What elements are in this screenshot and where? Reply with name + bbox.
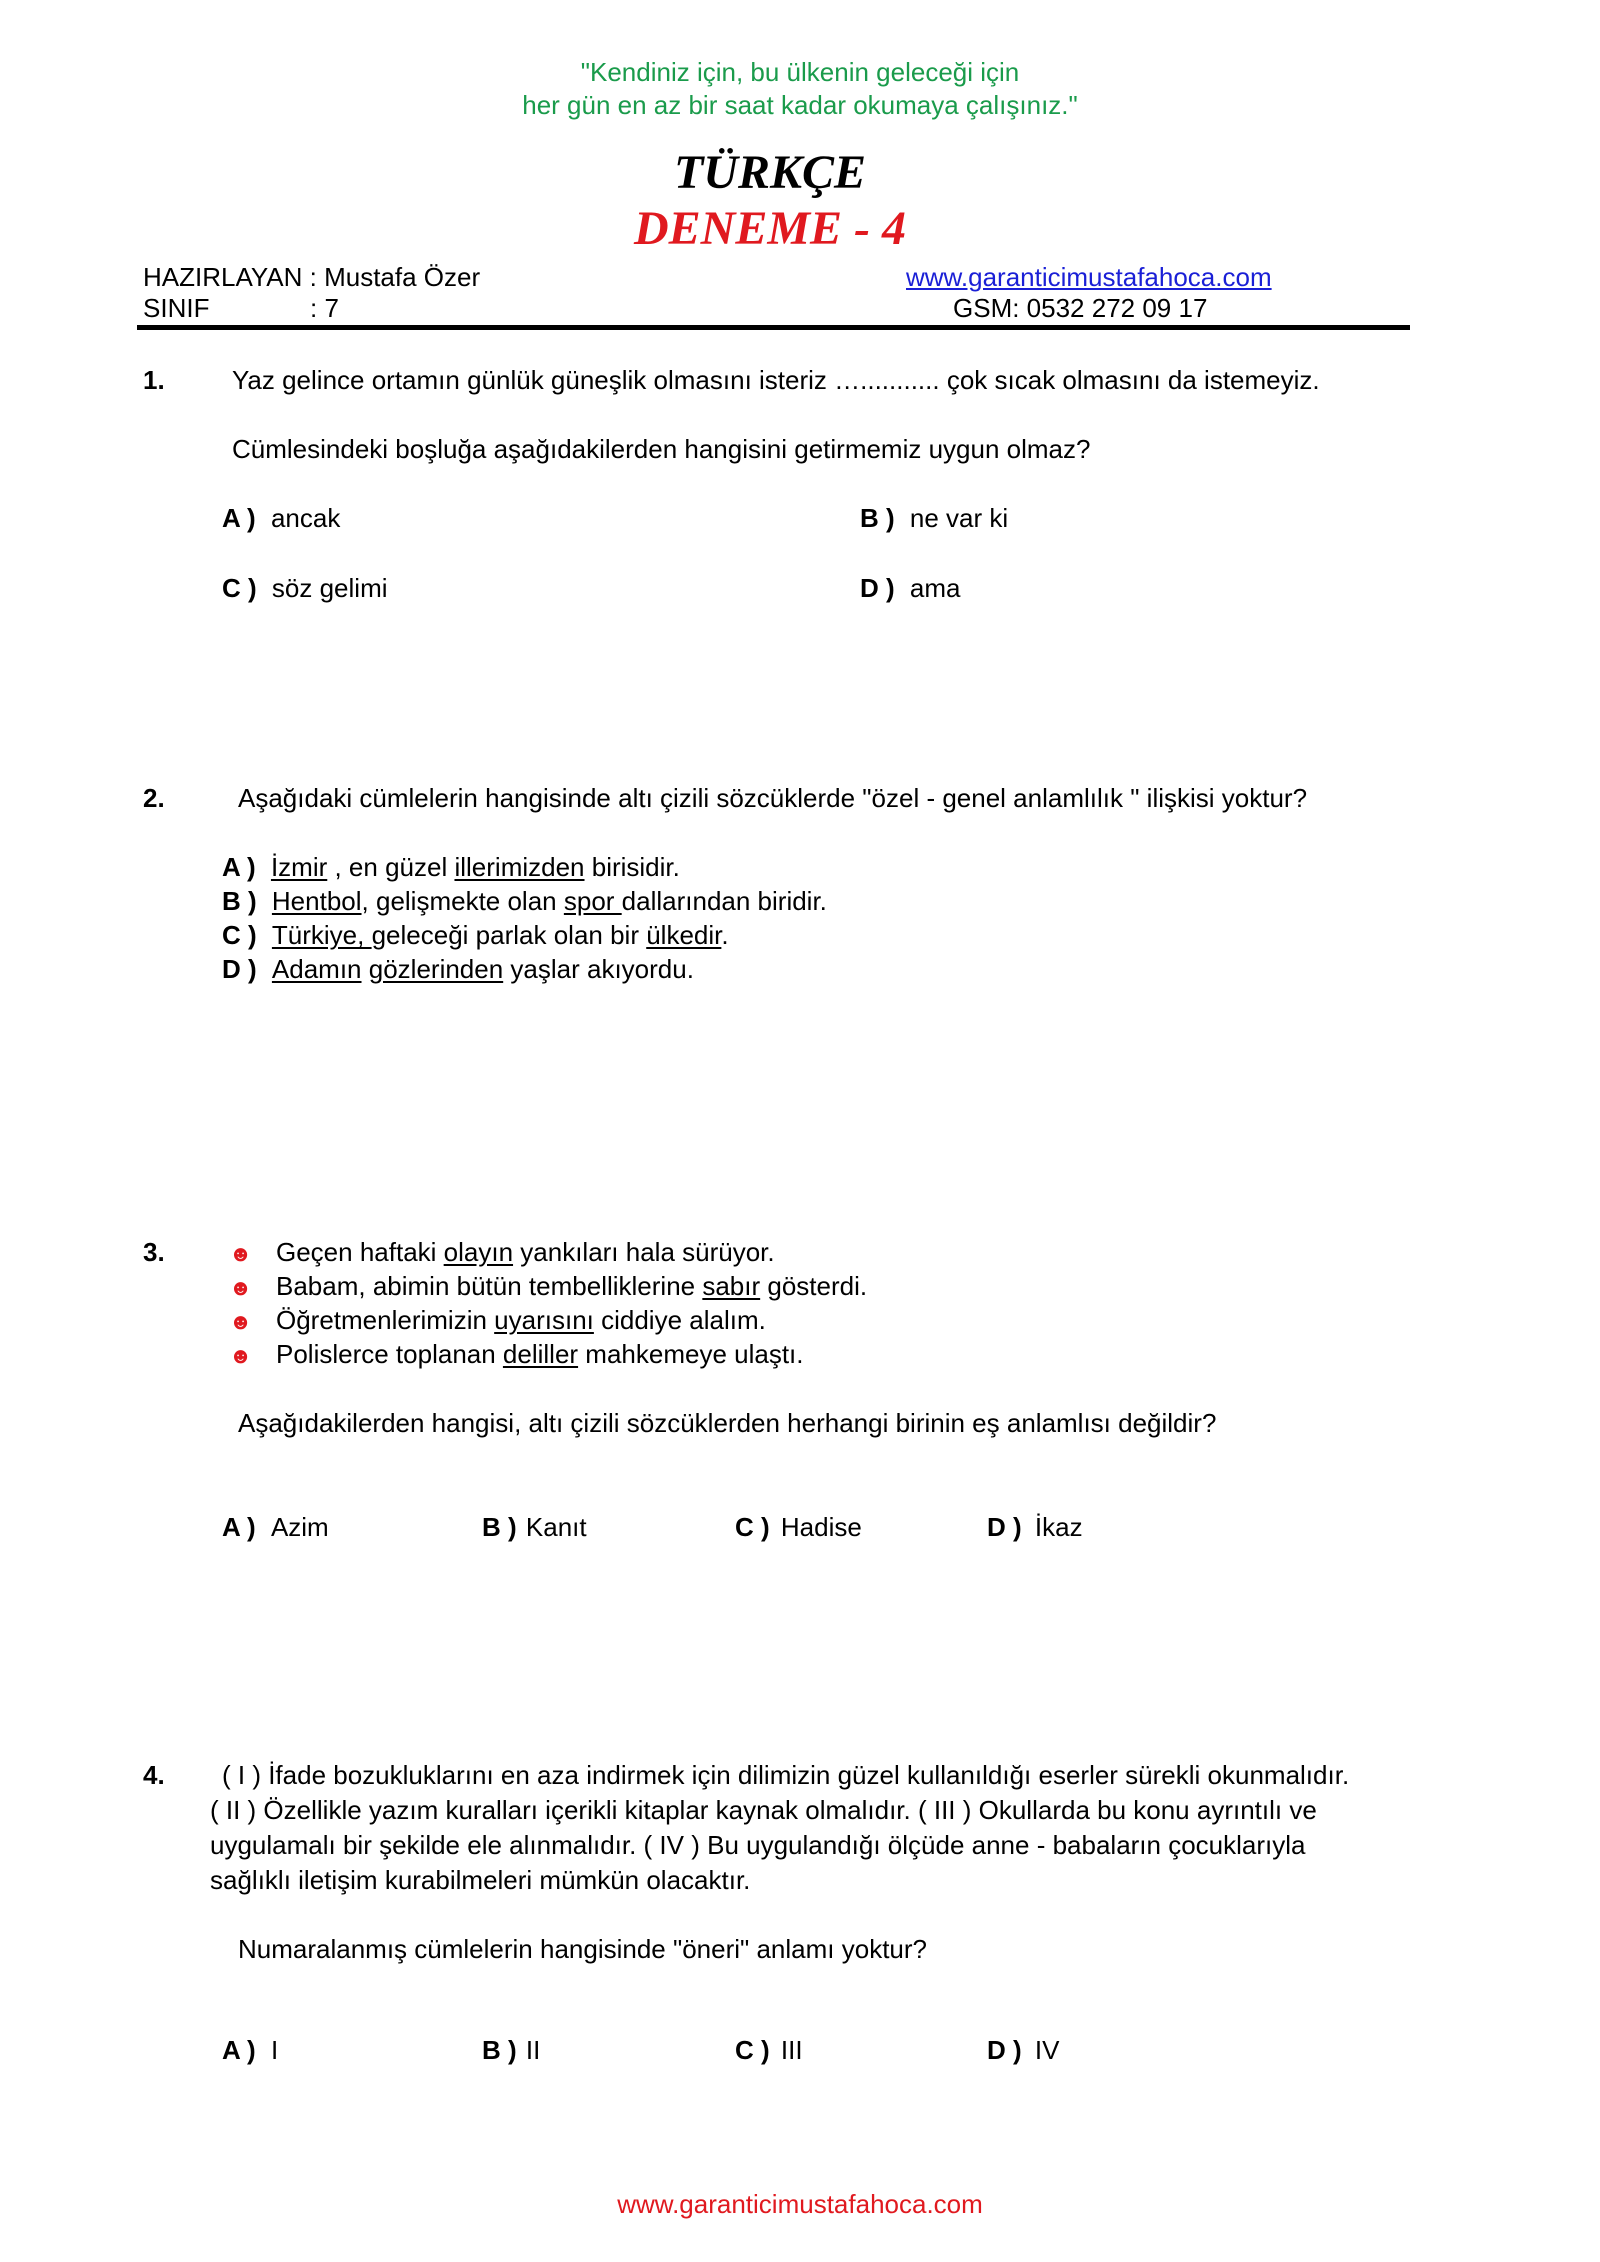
quote-line-2: her gün en az bir saat kadar okumaya çalışınız." [522,90,1078,120]
question-1-option-a[interactable] [222,503,340,534]
option-letter: C ) [735,2035,770,2065]
class-value: : 7 [310,293,339,323]
question-2-option-b[interactable] [222,886,827,917]
gsm-number: GSM: 0532 272 09 17 [953,293,1208,323]
option-letter: C ) [222,573,257,603]
question-4-line-1: ( I ) İfade bozukluklarını en aza indirmek için dilimizin güzel kullanıldığı eserler sürekli okunmalıdır. [222,1760,1350,1790]
header-divider [137,325,1410,330]
option-text: I [270,2035,279,2065]
item-text: Geçen haftaki olayın yankıları hala sürüyor. [276,1237,775,1267]
option-text: Adamın gözlerinden yaşlar akıyordu. [271,954,694,984]
question-4-line-3: uygulamalı bir şekilde ele alınmalıdır. ( IV ) Bu uygulandığı ölçüde anne - babaların çocuklarıyla [210,1830,1306,1860]
item-text: Polislerce toplanan deliller mahkemeye ulaştı. [276,1339,804,1369]
question-2-text: Aşağıdaki cümlelerin hangisinde altı çizili sözcüklerde "özel - genel anlamlılık " ilişkisi yoktur? [238,783,1308,813]
option-text: II [525,2035,541,2065]
question-1-option-b[interactable] [860,503,1008,534]
question-1-text: Yaz gelince ortamın günlük güneşlik olmasını isteriz …........... çok sıcak olmasını da istemeyiz. [232,365,1320,395]
subject-title: TÜRKÇE [673,146,867,199]
question-3-option-c[interactable] [735,1512,862,1543]
option-letter: A ) [222,852,256,882]
question-3-item-3 [229,1305,766,1336]
option-text: İzmir , en güzel illerimizden birisidir. [270,852,680,882]
exam-title: DENEME - 4 [633,202,907,255]
question-1-option-c[interactable] [222,573,388,604]
question-4-option-c[interactable] [735,2035,803,2066]
option-text: ancak [270,503,341,533]
question-3-prompt: Aşağıdakilerden hangisi, altı çizili sözcüklerden herhangi birinin eş anlamlısı değildir? [238,1408,1217,1438]
question-4-line-4: sağlıklı iletişim kurabilmeleri mümkün olacaktır. [210,1865,751,1895]
option-letter: C ) [222,920,257,950]
question-4-option-b[interactable] [482,2035,540,2066]
option-letter: B ) [222,886,257,916]
option-text: Azim [270,1512,329,1542]
question-4-prompt: Numaralanmış cümlelerin hangisinde "öneri" anlamı yoktur? [238,1934,927,1964]
author-label: HAZIRLAYAN : Mustafa Özer [143,262,481,292]
option-letter: B ) [482,1512,517,1542]
option-text: IV [1034,2035,1060,2065]
option-letter: D ) [222,954,257,984]
question-3-item-4 [229,1339,804,1370]
option-letter: B ) [860,503,895,533]
option-text: söz gelimi [271,573,388,603]
option-letter: B ) [482,2035,517,2065]
option-letter: C ) [735,1512,770,1542]
option-text: İkaz [1034,1512,1083,1542]
option-text: Kanıt [525,1512,587,1542]
option-text: Hadise [780,1512,862,1542]
question-2-option-a[interactable] [222,852,680,883]
smiley-bullet-icon: ☻ [229,1309,253,1334]
question-4-number: 4. [143,1760,165,1790]
question-1-option-d[interactable] [860,573,960,604]
option-text: ama [909,573,961,603]
question-3-number: 3. [143,1237,165,1267]
question-3-item-1 [229,1237,775,1268]
option-text: III [780,2035,803,2065]
question-4-line-2: ( II ) Özellikle yazım kuralları içerikli kitaplar kaynak olmalıdır. ( III ) Okullarda bu konu ayrıntılı ve [210,1795,1317,1825]
smiley-bullet-icon: ☻ [229,1275,253,1300]
question-4-option-a[interactable] [222,2035,278,2066]
quote-line-1: "Kendiniz için, bu ülkenin geleceği için [580,57,1020,87]
option-letter: D ) [987,2035,1022,2065]
smiley-bullet-icon: ☻ [229,1343,253,1368]
option-text: Türkiye, geleceği parlak olan bir ülkedir. [271,920,729,950]
class-label: SINIF [143,293,210,323]
question-3-option-b[interactable] [482,1512,587,1543]
question-4-option-d[interactable] [987,2035,1059,2066]
option-letter: D ) [860,573,895,603]
item-text: Öğretmenlerimizin uyarısını ciddiye alalım. [276,1305,766,1335]
smiley-bullet-icon: ☻ [229,1241,253,1266]
question-1-number: 1. [143,365,165,395]
question-2-number: 2. [143,783,165,813]
website-link[interactable]: www.garanticimustafahoca.com [906,262,1272,292]
item-text: Babam, abimin bütün tembelliklerine sabır gösterdi. [276,1271,868,1301]
question-2-option-c[interactable] [222,920,729,951]
option-text: ne var ki [909,503,1009,533]
option-text: Hentbol, gelişmekte olan spor dallarından biridir. [271,886,827,916]
option-letter: A ) [222,503,256,533]
question-3-item-2 [229,1271,868,1302]
option-letter: D ) [987,1512,1022,1542]
question-3-option-a[interactable] [222,1512,329,1543]
question-2-option-d[interactable] [222,954,694,985]
footer-website[interactable]: www.garanticimustafahoca.com [617,2189,983,2219]
question-3-option-d[interactable] [987,1512,1083,1543]
option-letter: A ) [222,2035,256,2065]
option-letter: A ) [222,1512,256,1542]
question-1-prompt: Cümlesindeki boşluğa aşağıdakilerden hangisini getirmemiz uygun olmaz? [232,434,1091,464]
